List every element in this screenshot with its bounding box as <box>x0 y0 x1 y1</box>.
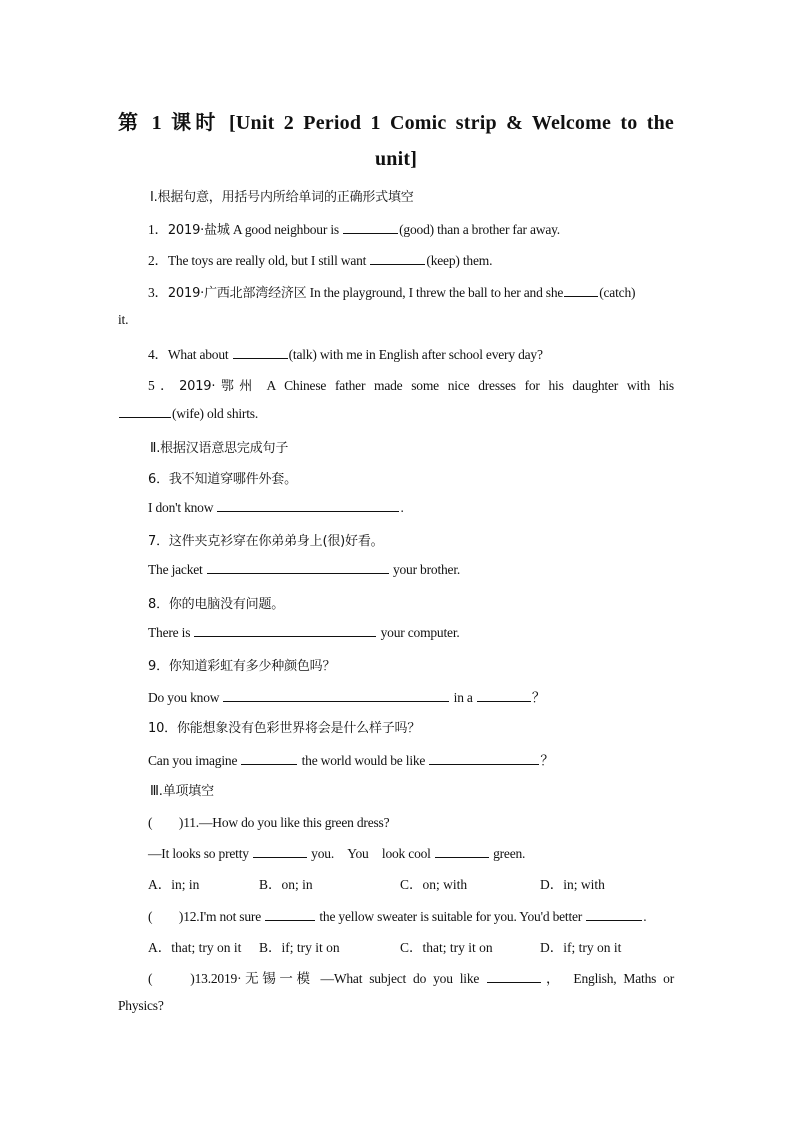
answer-blank[interactable] <box>435 845 489 858</box>
question-11-stem: ( )11.—How do you like this green dress? <box>148 815 390 830</box>
answer-paren[interactable]: ( ) <box>148 909 184 924</box>
answer-blank[interactable] <box>477 689 531 702</box>
question-6-answer: I don't know . <box>148 500 404 515</box>
question-1: 1．2019·盐城 A good neighbour is (good) than a brother far away. <box>148 222 560 238</box>
section-3-heading: Ⅲ.单项填空 <box>150 784 214 799</box>
question-7-prompt: 7．这件夹克衫穿在你弟弟身上(很)好看。 <box>148 534 384 549</box>
question-13-continued: Physics? <box>118 998 164 1013</box>
question-12-stem: ( )12.I'm not sure the yellow sweater is suitable for you. You'd better . <box>148 909 647 924</box>
question-2: 2．The toys are really old, but I still want (keep) them. <box>148 253 493 268</box>
option-d[interactable]: D．in; with <box>540 877 605 892</box>
answer-blank[interactable] <box>265 908 315 921</box>
question-5-continued: (wife) old shirts. <box>118 405 258 422</box>
option-a[interactable]: A．that; try on it <box>148 940 242 955</box>
page-title-continued: unit] <box>374 148 418 170</box>
option-b[interactable]: B．on; in <box>259 877 313 892</box>
question-8-prompt: 8．你的电脑没有问题。 <box>148 597 285 612</box>
question-11-line-2: —It looks so pretty you. You look cool green. <box>148 846 526 861</box>
question-3: 3．2019·广西北部湾经济区 In the playground, I threw the ball to her and she (catch) <box>148 285 636 301</box>
answer-blank[interactable] <box>343 221 398 234</box>
answer-paren[interactable]: ( ) <box>148 971 195 986</box>
option-d[interactable]: D．if; try on it <box>540 940 622 955</box>
question-9-answer: Do you know in a ？ <box>148 690 546 705</box>
option-c[interactable]: C．on; with <box>400 877 468 892</box>
question-7-answer: The jacket your brother. <box>148 562 461 577</box>
question-6-prompt: 6．我不知道穿哪件外套。 <box>148 472 297 487</box>
question-5: 5．2019·鄂州 A Chinese father made some nice dresses for his daughter with his <box>148 378 674 394</box>
option-a[interactable]: A．in; in <box>148 877 200 892</box>
answer-blank[interactable] <box>217 499 399 512</box>
answer-blank[interactable] <box>370 252 425 265</box>
section-2-heading: Ⅱ.根据汉语意思完成句子 <box>150 441 289 456</box>
answer-blank[interactable] <box>119 405 171 418</box>
question-3-continued: it. <box>118 312 129 327</box>
answer-paren[interactable]: ( ) <box>148 815 184 830</box>
question-8-answer: There is your computer. <box>148 625 460 640</box>
option-b[interactable]: B．if; try it on <box>259 940 340 955</box>
answer-blank[interactable] <box>429 752 539 765</box>
question-4: 4．What about (talk) with me in English after school every day? <box>148 347 543 362</box>
answer-blank[interactable] <box>194 624 376 637</box>
answer-blank[interactable] <box>233 346 288 359</box>
answer-blank[interactable] <box>253 845 307 858</box>
answer-blank[interactable] <box>241 752 297 765</box>
question-10-prompt: 10．你能想象没有色彩世界将会是什么样子吗？ <box>148 721 421 736</box>
answer-blank[interactable] <box>586 908 642 921</box>
question-13-stem: ( )13.2019·无锡一模 —What subject do you like ， English, Maths or <box>148 971 674 986</box>
section-1-heading: Ⅰ.根据句意，用括号内所给单词的正确形式填空 <box>150 190 414 205</box>
page-title: 第 1 课时 [Unit 2 Period 1 Comic strip & Welcome to the <box>118 112 674 134</box>
answer-blank[interactable] <box>207 561 389 574</box>
answer-blank[interactable] <box>223 689 449 702</box>
option-c[interactable]: C．that; try it on <box>400 940 493 955</box>
answer-blank[interactable] <box>564 284 598 297</box>
question-9-prompt: 9．你知道彩虹有多少种颜色吗？ <box>148 659 336 674</box>
answer-blank[interactable] <box>487 970 541 983</box>
question-10-answer: Can you imagine the world would be like ？ <box>148 753 554 768</box>
